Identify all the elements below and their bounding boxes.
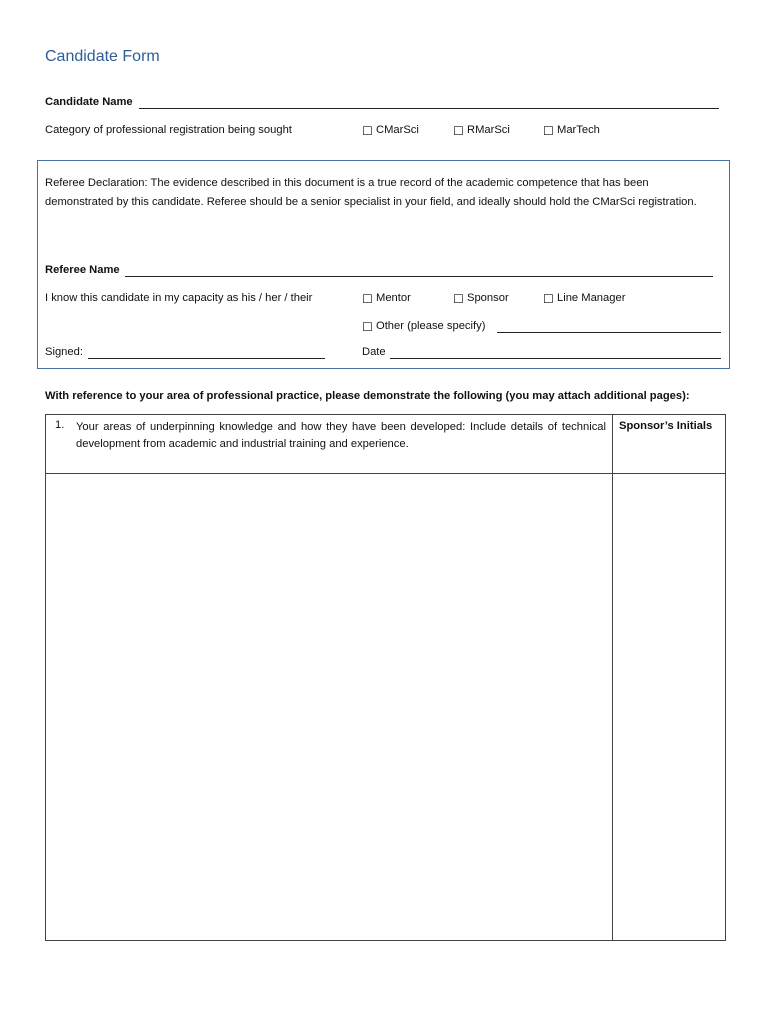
checkbox-icon[interactable]: ☐ bbox=[543, 292, 554, 306]
other-specify-field[interactable] bbox=[497, 332, 721, 333]
candidate-name-label: Candidate Name bbox=[45, 96, 133, 108]
evidence-answer-area[interactable] bbox=[46, 474, 613, 941]
question-cell bbox=[46, 415, 613, 474]
category-label: Category of professional registration being sought bbox=[45, 124, 292, 136]
signed-label: Signed: bbox=[45, 346, 83, 358]
capacity-option-label: Sponsor bbox=[467, 292, 509, 304]
table-row bbox=[46, 474, 726, 941]
referee-name-field[interactable] bbox=[125, 276, 713, 277]
question-number: 1. bbox=[55, 419, 65, 431]
capacity-option-label: Line Manager bbox=[557, 292, 626, 304]
capacity-option-label: Other (please specify) bbox=[376, 320, 486, 332]
practice-intro: With reference to your area of professional practice, please demonstrate the following (you may attach additional pages): bbox=[45, 390, 690, 402]
date-field[interactable] bbox=[390, 358, 721, 359]
capacity-label: I know this candidate in my capacity as his / her / their bbox=[45, 292, 313, 304]
referee-name-label: Referee Name bbox=[45, 264, 120, 276]
question-text: Your areas of underpinning knowledge and how they have been developed: Include details of technical development from academic and industrial training and experience. bbox=[76, 421, 606, 450]
checkbox-icon[interactable]: ☐ bbox=[362, 124, 373, 138]
checkbox-icon[interactable]: ☐ bbox=[543, 124, 554, 138]
checkbox-icon[interactable]: ☐ bbox=[453, 124, 464, 138]
signature-field[interactable] bbox=[88, 358, 325, 359]
category-option-label: MarTech bbox=[557, 124, 600, 136]
page-title: Candidate Form bbox=[45, 48, 160, 65]
checkbox-icon[interactable]: ☐ bbox=[453, 292, 464, 306]
evidence-table bbox=[45, 414, 726, 941]
checkbox-icon[interactable]: ☐ bbox=[362, 320, 373, 334]
capacity-option-label: Mentor bbox=[376, 292, 411, 304]
category-option-label: CMarSci bbox=[376, 124, 419, 136]
referee-declaration-text: Referee Declaration: The evidence described in this document is a true record of the academic competence that has been demonstrated by this candidate. Referee should be a senior specialist in your field, and ideally should hold the CMarSci registration. bbox=[45, 177, 697, 208]
table-header-row bbox=[46, 415, 726, 474]
date-label: Date bbox=[362, 346, 386, 358]
checkbox-icon[interactable]: ☐ bbox=[362, 292, 373, 306]
sponsor-initials-area[interactable] bbox=[613, 474, 726, 941]
sponsor-initials-header: Sponsor’s Initials bbox=[613, 415, 726, 474]
candidate-name-field[interactable] bbox=[139, 108, 719, 109]
category-option-label: RMarSci bbox=[467, 124, 510, 136]
